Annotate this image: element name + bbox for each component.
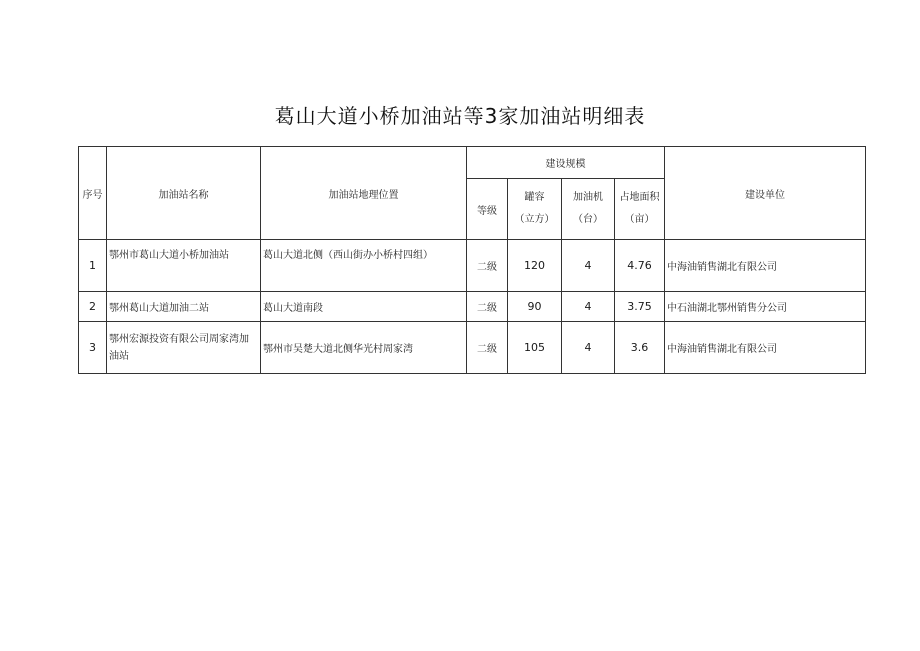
row-area: 3.6 — [615, 322, 665, 374]
row-dispensers: 4 — [562, 292, 615, 322]
row-name: 鄂州葛山大道加油二站 — [107, 292, 261, 322]
row-grade: 二级 — [467, 292, 508, 322]
row-name: 鄂州市葛山大道小桥加油站 — [107, 240, 261, 292]
row-grade: 二级 — [467, 240, 508, 292]
row-dispensers: 4 — [562, 240, 615, 292]
header-grade: 等级 — [467, 179, 508, 240]
header-dispensers — [562, 179, 615, 240]
table-row — [79, 292, 866, 322]
header-construction-scale: 建设规模 — [467, 147, 665, 179]
row-tank-capacity: 120 — [508, 240, 562, 292]
row-location: 葛山大道南段 — [261, 292, 467, 322]
table-row — [79, 240, 866, 292]
row-index: 2 — [79, 292, 107, 322]
header-area-line1: 占地面积 — [619, 192, 660, 203]
header-area — [615, 179, 665, 240]
row-location: 葛山大道北侧（西山街办小桥村四组） — [261, 240, 467, 292]
header-builder: 建设单位 — [665, 147, 866, 240]
row-area: 3.75 — [615, 292, 665, 322]
row-index: 1 — [79, 240, 107, 292]
row-index: 3 — [79, 322, 107, 374]
header-tank-capacity — [508, 179, 562, 240]
row-name: 鄂州宏源投资有限公司周家湾加油站 — [107, 322, 261, 374]
row-dispensers: 4 — [562, 322, 615, 374]
table-row — [79, 322, 866, 374]
row-builder: 中石油湖北鄂州销售分公司 — [665, 292, 866, 322]
row-tank-capacity: 90 — [508, 292, 562, 322]
page-title: 葛山大道小桥加油站等3家加油站明细表 — [274, 104, 646, 128]
gas-station-table — [78, 146, 866, 374]
row-builder: 中海油销售湖北有限公司 — [665, 322, 866, 374]
table-header-row — [79, 147, 866, 179]
row-tank-capacity: 105 — [508, 322, 562, 374]
header-area-line2: （亩） — [624, 214, 655, 225]
row-location: 鄂州市吴楚大道北侧华光村周家湾 — [261, 322, 467, 374]
row-builder: 中海油销售湖北有限公司 — [665, 240, 866, 292]
header-location: 加油站地理位置 — [261, 147, 467, 240]
header-dispensers-line2: （台） — [573, 214, 603, 225]
header-dispensers-line1: 加油机 — [573, 192, 603, 203]
header-index: 序号 — [79, 147, 107, 240]
header-tank-capacity-line2: （立方） — [514, 214, 555, 225]
row-grade: 二级 — [467, 322, 508, 374]
header-name: 加油站名称 — [107, 147, 261, 240]
row-area: 4.76 — [615, 240, 665, 292]
header-tank-capacity-line1: 罐容 — [524, 192, 545, 203]
